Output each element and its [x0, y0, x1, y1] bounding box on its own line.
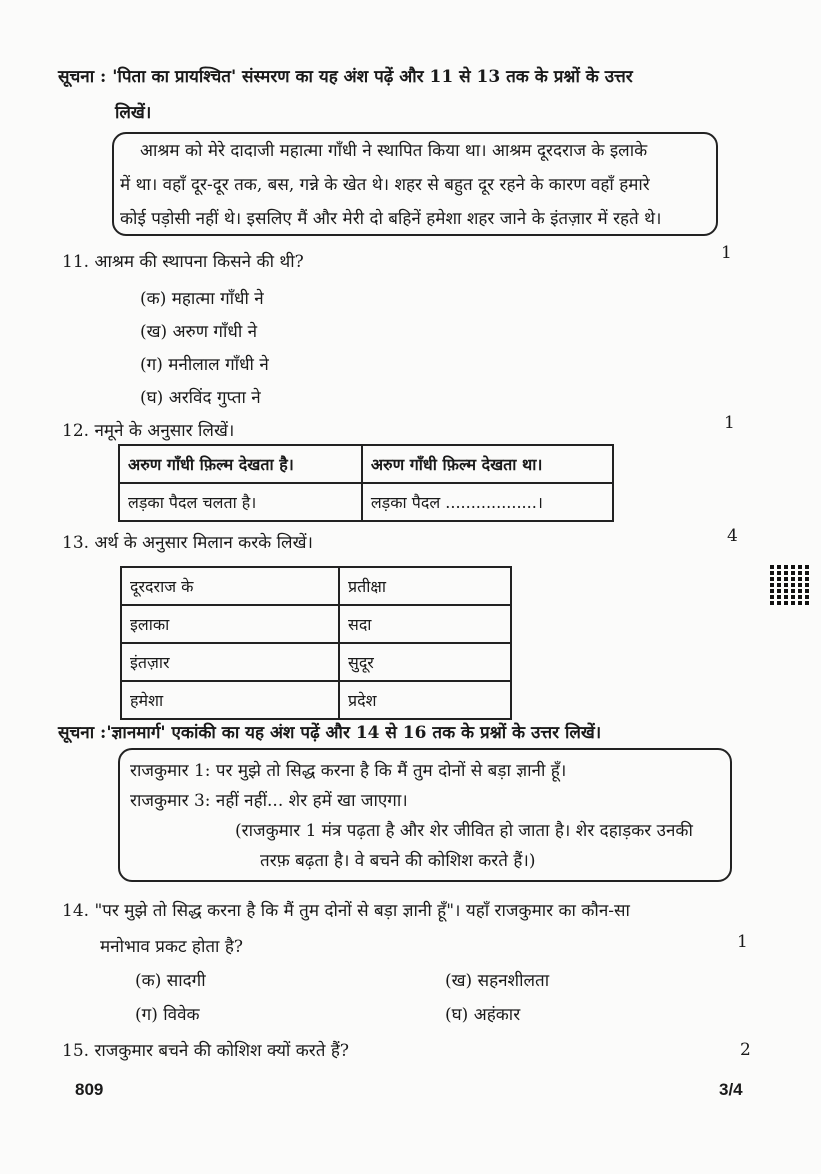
table-cell: लड़का पैदल ..................। [362, 483, 613, 521]
table-cell: इंतज़ार [121, 643, 339, 681]
question-11: 11. आश्रम की स्थापना किसने की थी? [62, 252, 304, 272]
option: (ख) सहनशीलता [445, 971, 550, 991]
table-cell: सदा [339, 605, 511, 643]
marks-15: 2 [740, 1040, 751, 1060]
table-cell: प्रतीक्षा [339, 567, 511, 605]
passage-line: (राजकुमार 1 मंत्र पढ़ता है और शेर जीवित हो जाता है। शेर दहाड़कर उनकी [235, 821, 693, 841]
page-number: 3/4 [719, 1080, 743, 1099]
passage-line: राजकुमार 3: नहीं नहीं... शेर हमें खा जाएगा। [130, 791, 408, 811]
notice-1-cont: लिखें। [115, 103, 152, 123]
passage-line: राजकुमार 1: पर मुझे तो सिद्ध करना है कि मैं तुम दोनों से बड़ा ज्ञानी हूँ। [130, 761, 567, 781]
table-cell: सुदूर [339, 643, 511, 681]
passage-line: में था। वहाँ दूर-दूर तक, बस, गन्ने के खेत थे। शहर से बहुत दूर रहने के कारण वहाँ हमारे [120, 175, 650, 195]
sample-table [118, 444, 614, 522]
question-14-cont: मनोभाव प्रकट होता है? [100, 937, 243, 957]
paper-code: 809 [75, 1080, 104, 1099]
qr-code-icon [770, 565, 810, 605]
table-cell: इलाका [121, 605, 339, 643]
table-cell: अरुण गाँधी फ़िल्म देखता है। [119, 445, 362, 483]
table-cell: दूरदराज के [121, 567, 339, 605]
notice-1: सूचना : 'पिता का प्रायश्चित' संस्मरण का यह अंश पढ़ें और 11 से 13 तक के प्रश्नों के उत्तर [58, 67, 633, 87]
question-15: 15. राजकुमार बचने की कोशिश क्यों करते हैं? [62, 1041, 349, 1061]
question-14: 14. "पर मुझे तो सिद्ध करना है कि मैं तुम दोनों से बड़ा ज्ञानी हूँ"। यहाँ राजकुमार का कौन-सा [62, 901, 630, 921]
question-13: 13. अर्थ के अनुसार मिलान करके लिखें। [62, 533, 313, 553]
marks-14: 1 [737, 932, 748, 952]
passage-line: कोई पड़ोसी नहीं थे। इसलिए मैं और मेरी दो बहिनें हमेशा शहर जाने के इंतज़ार में रहते थे। [120, 209, 662, 229]
passage-line: आश्रम को मेरे दादाजी महात्मा गाँधी ने स्थापित किया था। आश्रम दूरदराज के इलाके [140, 141, 648, 161]
table-cell: प्रदेश [339, 681, 511, 719]
option: (ख) अरुण गाँधी ने [140, 322, 258, 342]
option: (घ) अहंकार [445, 1005, 521, 1025]
option: (क) सादगी [135, 971, 206, 991]
option: (ग) मनीलाल गाँधी ने [140, 355, 269, 375]
passage-box-1 [112, 132, 718, 236]
marks-13: 4 [727, 526, 738, 546]
option: (घ) अरविंद गुप्ता ने [140, 388, 261, 408]
passage-line: तरफ़ बढ़ता है। वे बचने की कोशिश करते हैं।) [260, 851, 536, 871]
table-cell: अरुण गाँधी फ़िल्म देखता था। [362, 445, 613, 483]
passage-box-2 [118, 748, 732, 882]
option: (ग) विवेक [135, 1005, 200, 1025]
table-cell: लड़का पैदल चलता है। [119, 483, 362, 521]
notice-2: सूचना :'ज्ञानमार्ग' एकांकी का यह अंश पढ़ें और 14 से 16 तक के प्रश्नों के उत्तर लिखें। [58, 723, 602, 743]
table-cell: हमेशा [121, 681, 339, 719]
match-table [120, 566, 512, 720]
marks-12: 1 [724, 413, 735, 433]
marks-11: 1 [721, 243, 732, 263]
option: (क) महात्मा गाँधी ने [140, 289, 264, 309]
question-12: 12. नमूने के अनुसार लिखें। [62, 421, 235, 441]
